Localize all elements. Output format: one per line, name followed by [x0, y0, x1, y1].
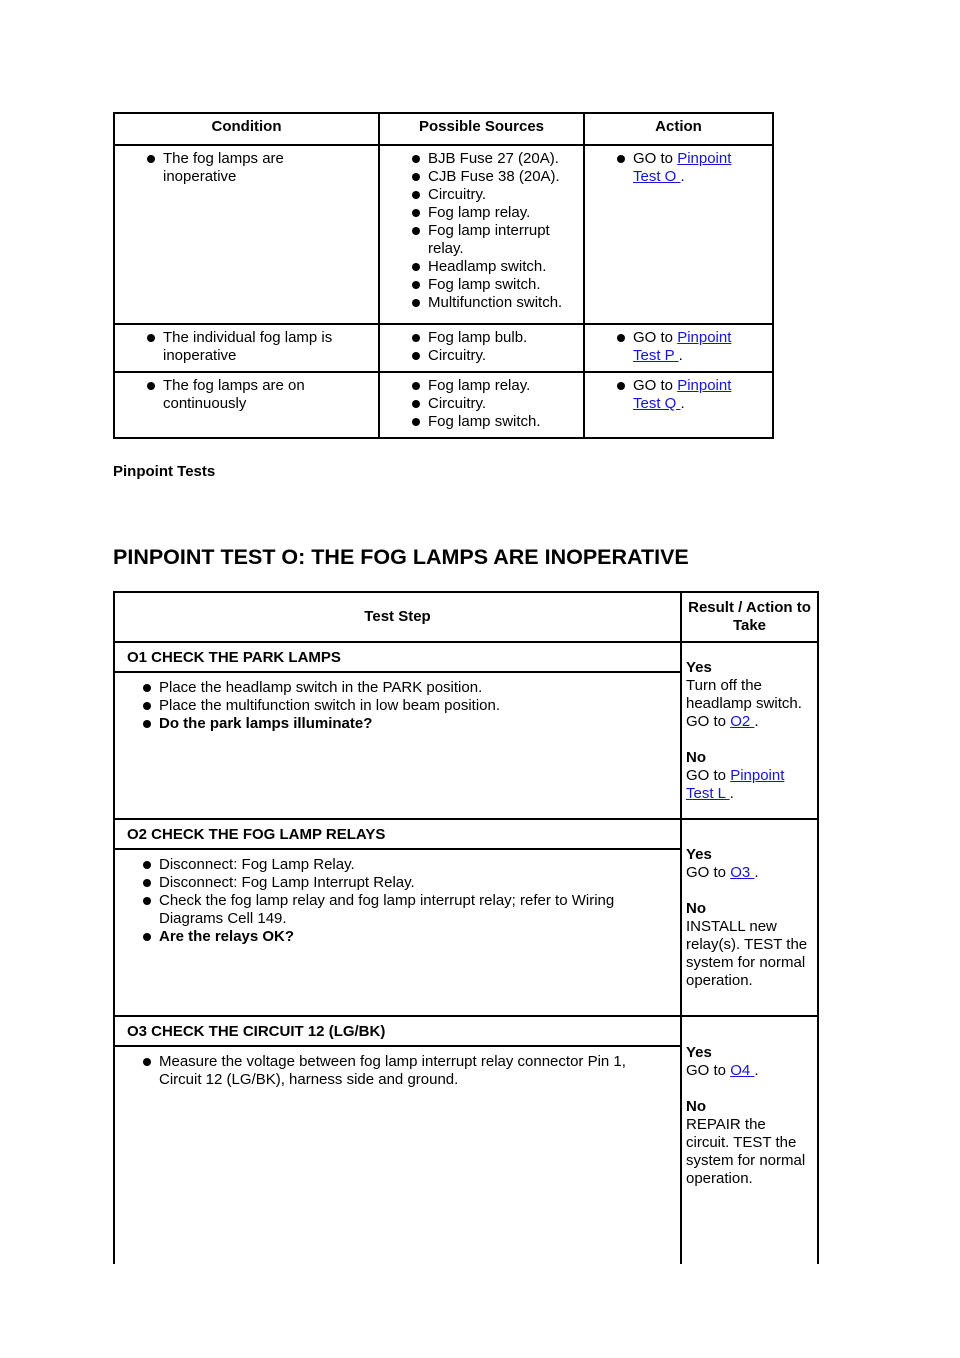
- step-item: Check the fog lamp relay and fog lamp interrupt relay; refer to Wiring Diagrams Cell 149.: [141, 892, 660, 928]
- yes-label: Yes: [686, 1043, 712, 1061]
- step-heading-row: [114, 1016, 818, 1046]
- step-heading-o3: O3 CHECK THE CIRCUIT 12 (LG/BK): [114, 1016, 681, 1046]
- yes-block: [686, 846, 813, 882]
- pinpoint-test-table: [113, 591, 819, 1264]
- condition-cell: [114, 372, 379, 438]
- pinpoint-test-l-link[interactable]: Pinpoint Test L: [686, 766, 785, 802]
- no-block: [686, 1098, 813, 1188]
- yes-label: Yes: [686, 845, 712, 863]
- yes-suffix: .: [754, 1061, 759, 1079]
- yes-block: [686, 1044, 813, 1080]
- result-cell-o1: [681, 642, 818, 819]
- test-header-row: [114, 592, 818, 642]
- condition-text: The fog lamps are inoperative: [145, 150, 374, 186]
- action-cell: [584, 372, 773, 438]
- step-item: Disconnect: Fog Lamp Relay.: [141, 856, 660, 874]
- yes-suffix: .: [754, 712, 759, 730]
- action-suffix: .: [680, 395, 685, 412]
- step-item: Place the multifunction switch in low beam position.: [141, 697, 672, 715]
- no-label: No: [686, 748, 706, 766]
- yes-text: Turn off the headlamp switch. GO to: [686, 676, 802, 730]
- symptom-row: [114, 145, 773, 324]
- result-cell-o2: [681, 819, 818, 1016]
- action-item: [615, 150, 768, 186]
- action-suffix: .: [678, 347, 683, 364]
- pinpoint-tests-label: Pinpoint Tests: [113, 463, 216, 480]
- step-o4-link[interactable]: O4: [730, 1061, 755, 1079]
- source-item: Fog lamp bulb.: [410, 329, 579, 347]
- condition-text: The individual fog lamp is inoperative: [145, 329, 374, 365]
- source-item: Circuitry.: [410, 347, 579, 365]
- source-item: CJB Fuse 38 (20A).: [410, 168, 579, 186]
- source-item: Fog lamp switch.: [410, 413, 579, 431]
- yes-label: Yes: [686, 658, 712, 676]
- source-item: Fog lamp relay.: [410, 377, 579, 395]
- step-body-o2: [114, 849, 681, 1016]
- action-prefix: GO to: [633, 329, 678, 346]
- step-question: Are the relays OK?: [141, 928, 660, 946]
- step-heading-row: [114, 642, 818, 672]
- action-prefix: GO to: [633, 150, 678, 167]
- source-item: Circuitry.: [410, 186, 579, 204]
- step-heading-row: [114, 819, 818, 849]
- pinpoint-test-q-link[interactable]: Pinpoint Test Q: [633, 377, 732, 412]
- result-cell-o3: [681, 1016, 818, 1264]
- pinpoint-test-o-link[interactable]: Pinpoint Test O: [633, 150, 732, 185]
- sources-cell: [379, 145, 584, 324]
- step-o2-link[interactable]: O2: [730, 712, 755, 730]
- header-action: Action: [584, 113, 773, 145]
- pinpoint-test-p-link[interactable]: Pinpoint Test P: [633, 329, 732, 364]
- source-item: Fog lamp switch.: [410, 276, 579, 294]
- source-item: Circuitry.: [410, 395, 579, 413]
- header-condition: Condition: [114, 113, 379, 145]
- header-result-action: Result / Action to Take: [681, 592, 818, 642]
- source-item: Fog lamp relay.: [410, 204, 579, 222]
- no-block: [686, 749, 813, 803]
- action-item: [615, 329, 768, 365]
- action-item: [615, 377, 768, 413]
- sources-cell: [379, 372, 584, 438]
- action-prefix: GO to: [633, 377, 678, 394]
- yes-text: GO to: [686, 1061, 731, 1079]
- step-body-o3: [114, 1046, 681, 1264]
- condition-cell: [114, 145, 379, 324]
- condition-text: The fog lamps are on continuously: [145, 377, 374, 413]
- no-label: No: [686, 1097, 706, 1115]
- no-block: [686, 900, 813, 990]
- symptom-row: [114, 324, 773, 372]
- step-heading-o2: O2 CHECK THE FOG LAMP RELAYS: [114, 819, 681, 849]
- yes-text: GO to: [686, 863, 731, 881]
- yes-suffix: .: [754, 863, 759, 881]
- condition-cell: [114, 324, 379, 372]
- action-suffix: .: [680, 168, 685, 185]
- source-item: Headlamp switch.: [410, 258, 579, 276]
- no-label: No: [686, 899, 706, 917]
- no-text: INSTALL new relay(s). TEST the system for normal operation.: [686, 917, 808, 989]
- symptom-table: [113, 112, 774, 439]
- header-possible-sources: Possible Sources: [379, 113, 584, 145]
- sources-cell: [379, 324, 584, 372]
- step-item: Place the headlamp switch in the PARK position.: [141, 679, 672, 697]
- symptom-header-row: [114, 113, 773, 145]
- no-text: REPAIR the circuit. TEST the system for normal operation.: [686, 1115, 806, 1187]
- step-body-o1: [114, 672, 681, 819]
- header-test-step: Test Step: [114, 592, 681, 642]
- source-item: BJB Fuse 27 (20A).: [410, 150, 579, 168]
- source-item: Fog lamp interrupt relay.: [410, 222, 579, 258]
- step-item: Measure the voltage between fog lamp interrupt relay connector Pin 1, Circuit 12 (LG/BK), harness side and ground.: [141, 1053, 666, 1089]
- symptom-row: [114, 372, 773, 438]
- action-cell: [584, 324, 773, 372]
- source-item: Multifunction switch.: [410, 294, 579, 312]
- yes-block: [686, 659, 813, 731]
- no-text: GO to: [686, 766, 731, 784]
- action-cell: [584, 145, 773, 324]
- step-o3-link[interactable]: O3: [730, 863, 755, 881]
- step-item: Disconnect: Fog Lamp Interrupt Relay.: [141, 874, 660, 892]
- step-question: Do the park lamps illuminate?: [141, 715, 672, 733]
- pinpoint-test-title: PINPOINT TEST O: THE FOG LAMPS ARE INOPERATIVE: [113, 545, 689, 569]
- step-heading-o1: O1 CHECK THE PARK LAMPS: [114, 642, 681, 672]
- no-suffix: .: [729, 784, 734, 802]
